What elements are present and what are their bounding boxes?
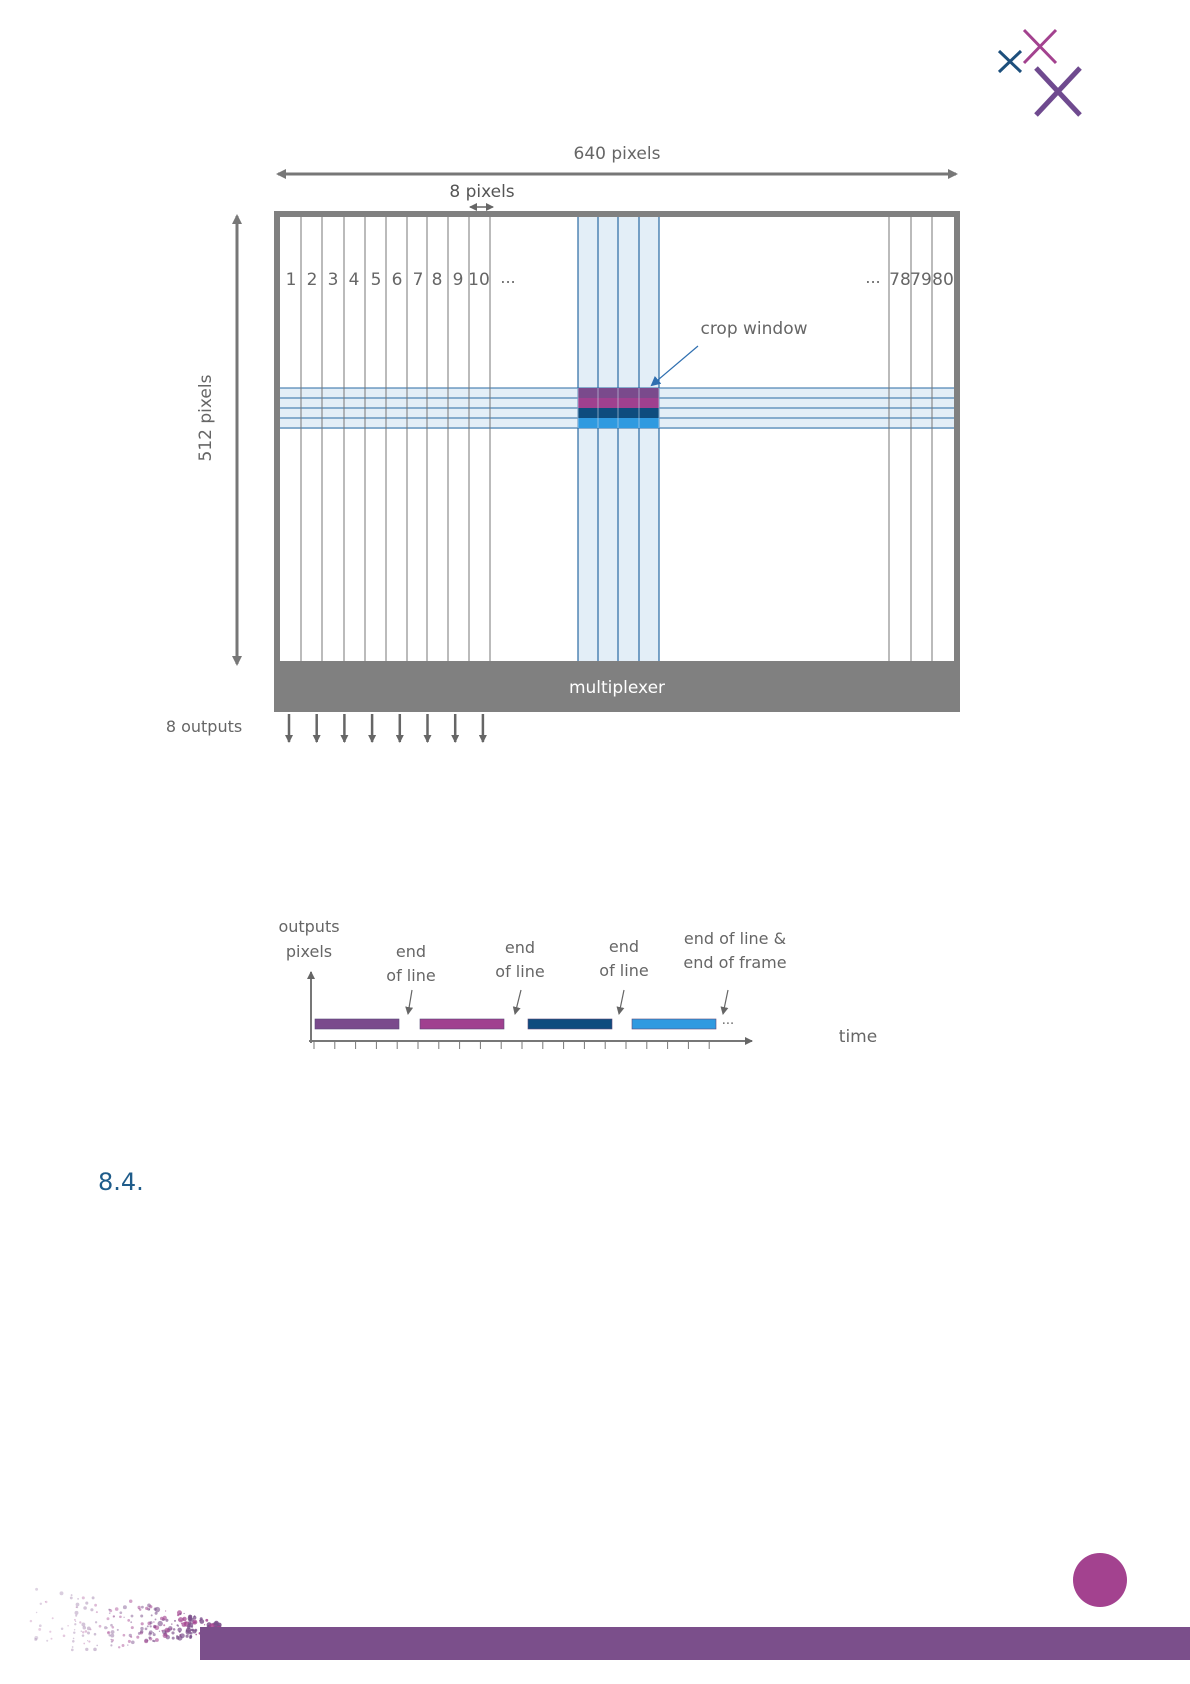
marker-label-line2: of line: [495, 962, 545, 981]
splatter-dot: [90, 1628, 92, 1630]
footer-band: [200, 1627, 1190, 1660]
splatter-dot: [150, 1625, 152, 1627]
column-number-label: 7: [412, 270, 424, 290]
splatter-dot: [147, 1625, 149, 1627]
splatter-dot: [186, 1630, 187, 1631]
multiplexer-block: [274, 662, 960, 712]
splatter-dot: [171, 1623, 172, 1624]
splatter-dot: [90, 1608, 93, 1611]
splatter-dot: [110, 1644, 112, 1646]
x-marks-logo: [999, 30, 1080, 115]
splatter-dot: [178, 1617, 183, 1622]
column-number-label: 1: [285, 270, 297, 290]
column-number-label: 8: [431, 270, 443, 290]
marker-label-line1: end: [395, 942, 427, 961]
marker-label-line2: of line: [599, 961, 649, 980]
splatter-dot: [130, 1621, 132, 1623]
splatter-dot: [60, 1591, 64, 1595]
splatter-dot: [118, 1646, 120, 1648]
outputs-label: 8 outputs: [165, 717, 243, 736]
width-dimension: [278, 144, 956, 174]
splatter-dot: [155, 1618, 157, 1620]
splatter-dot: [123, 1605, 127, 1609]
splatter-dot: [76, 1603, 80, 1607]
splatter-dot: [141, 1622, 144, 1625]
splatter-dot: [194, 1615, 196, 1617]
splatter-dot: [140, 1614, 143, 1617]
splatter-dot: [141, 1606, 144, 1609]
splatter-dot: [123, 1617, 124, 1618]
section-number: 8.4.: [98, 1168, 144, 1196]
splatter-dot: [149, 1630, 153, 1634]
splatter-dot: [75, 1615, 77, 1617]
splatter-dot: [174, 1620, 176, 1622]
splatter-dot: [82, 1596, 85, 1599]
splatter-dot: [74, 1619, 76, 1621]
splatter-dot: [70, 1596, 73, 1599]
splatter-dot: [130, 1636, 132, 1638]
splatter-dot: [75, 1621, 76, 1622]
splatter-dot: [87, 1640, 88, 1641]
splatter-dot: [88, 1641, 90, 1643]
marker-arrow: [515, 990, 521, 1014]
splatter-dot: [111, 1630, 115, 1634]
splatter-dot: [155, 1607, 160, 1612]
splatter-dot: [38, 1628, 41, 1631]
splatter-dot: [95, 1621, 97, 1623]
splatter-dot: [74, 1623, 76, 1625]
splatter-dot: [119, 1611, 122, 1614]
splatter-dot: [46, 1640, 48, 1642]
splatter-dot: [83, 1626, 87, 1630]
timeline-bar-1: [315, 1019, 399, 1029]
splatter-dot: [94, 1604, 97, 1607]
splatter-dot: [104, 1626, 107, 1629]
splatter-dot: [34, 1636, 38, 1640]
splatter-dot: [63, 1635, 66, 1638]
splatter-dot: [215, 1623, 217, 1625]
splatter-dot: [96, 1611, 98, 1613]
splatter-dot: [109, 1612, 111, 1614]
splatter-dot: [85, 1648, 88, 1651]
splatter-dot: [149, 1609, 151, 1611]
splatter-dot: [131, 1615, 134, 1618]
timeline-bar-2: [420, 1019, 504, 1029]
splatter-dot: [73, 1631, 75, 1633]
splatter-dot: [163, 1633, 168, 1638]
marker-label-line1: end: [608, 937, 640, 956]
splatter-dot: [85, 1602, 88, 1605]
splatter-dot: [51, 1638, 53, 1640]
crop-window-row-3: [578, 408, 659, 418]
splatter-dot: [131, 1626, 134, 1629]
splatter-dot: [163, 1624, 165, 1626]
splatter-dot: [159, 1631, 160, 1632]
splatter-dot: [67, 1625, 69, 1627]
splatter-dot: [171, 1631, 174, 1634]
timeline-y-label-line1: outputs: [278, 917, 340, 936]
marker-label-line1: end: [504, 938, 536, 957]
marker-label-line2: of line: [386, 966, 436, 985]
column-number-label: 9: [452, 270, 464, 290]
splatter-dot: [138, 1632, 141, 1635]
timeline-diagram: [278, 917, 877, 1049]
splatter-dot: [35, 1588, 38, 1591]
splatter-dot: [181, 1623, 182, 1624]
splatter-dot: [40, 1603, 42, 1605]
splatter-dot: [158, 1621, 163, 1626]
splatter-dot: [182, 1622, 187, 1627]
splatter-dot: [189, 1618, 193, 1622]
splatter-dot: [119, 1615, 122, 1618]
splatter-dot: [186, 1635, 189, 1638]
splatter-dot: [52, 1617, 54, 1619]
splatter-dot: [71, 1649, 74, 1652]
splatter-dot: [108, 1634, 110, 1636]
splatter-dot: [205, 1619, 208, 1622]
page-circle: [1073, 1553, 1127, 1607]
timeline-y-label-line2: pixels: [285, 942, 333, 961]
multiplexer-label: multiplexer: [568, 678, 666, 698]
output-arrows: [289, 714, 483, 742]
splatter-dot: [75, 1611, 79, 1615]
splatter-dot: [96, 1645, 98, 1647]
splatter-dot: [93, 1648, 97, 1652]
splatter-dot: [71, 1594, 73, 1596]
splatter-dot: [107, 1617, 110, 1620]
marker-arrow: [619, 990, 624, 1014]
timeline-x-label: time: [838, 1027, 878, 1047]
splatter-dot: [199, 1619, 204, 1624]
splatter-dot: [136, 1636, 139, 1639]
column-number-label: 4: [348, 270, 360, 290]
splatter-dot: [122, 1644, 125, 1647]
splatter-dot: [30, 1620, 32, 1622]
splatter-dot: [123, 1634, 126, 1637]
splatter-dot: [149, 1621, 152, 1624]
splatter-dot: [61, 1628, 64, 1631]
column-width-label: 8 pixels: [449, 182, 515, 202]
splatter-dot: [145, 1607, 148, 1610]
splatter-dot: [81, 1623, 85, 1627]
splatter-dot: [72, 1640, 75, 1643]
splatter-dot: [191, 1626, 193, 1628]
splatter-decoration: [30, 1588, 222, 1651]
splatter-dot: [140, 1627, 143, 1630]
splatter-dot: [149, 1605, 152, 1608]
splatter-dot: [76, 1606, 78, 1608]
splatter-dot: [176, 1624, 178, 1626]
splatter-dot: [183, 1613, 184, 1614]
crop-window-row-2: [578, 398, 659, 408]
splatter-dot: [113, 1616, 115, 1618]
crop-window-label: crop window: [700, 319, 808, 339]
splatter-dot: [109, 1609, 112, 1612]
timeline-bar-3: [528, 1019, 612, 1029]
width-label: 640 pixels: [573, 144, 661, 164]
splatter-dot: [115, 1607, 119, 1611]
splatter-dot: [139, 1609, 141, 1611]
splatter-dot: [151, 1614, 153, 1616]
column-number-label: 79: [910, 270, 932, 290]
splatter-dot: [129, 1599, 132, 1602]
column-number-label: 78: [889, 270, 911, 290]
crop-window-row-4: [578, 418, 659, 428]
splatter-dot: [173, 1628, 176, 1631]
column-number-label: 10: [468, 270, 490, 290]
splatter-dot: [155, 1638, 159, 1642]
splatter-dot: [177, 1610, 182, 1615]
splatter-dot: [165, 1610, 166, 1611]
splatter-dot: [131, 1640, 135, 1644]
splatter-dot: [87, 1632, 90, 1635]
column-number-label: 80: [932, 270, 954, 290]
splatter-dot: [110, 1634, 114, 1638]
splatter-dot: [36, 1612, 37, 1613]
splatter-dot: [154, 1625, 159, 1630]
column-width-dimension: [449, 182, 514, 207]
splatter-dot: [172, 1637, 175, 1640]
splatter-dot: [85, 1630, 88, 1633]
splatter-dot: [160, 1617, 164, 1621]
splatter-dot: [127, 1619, 130, 1622]
splatter-dot: [153, 1621, 155, 1623]
splatter-dot: [111, 1626, 114, 1629]
splatter-dot: [152, 1640, 154, 1642]
splatter-dot: [82, 1634, 85, 1637]
splatter-dot: [165, 1631, 167, 1633]
splatter-dot: [107, 1627, 108, 1628]
splatter-dot: [99, 1625, 102, 1628]
splatter-dot: [92, 1596, 95, 1599]
splatter-dot: [179, 1613, 181, 1615]
splatter-dot: [165, 1619, 168, 1622]
splatter-dot: [148, 1636, 151, 1639]
splatter-dot: [190, 1632, 193, 1635]
column-number-label: 6: [391, 270, 403, 290]
splatter-dot: [83, 1606, 87, 1610]
splatter-dot: [39, 1624, 42, 1627]
column-number-label: 3: [327, 270, 339, 290]
crop-window-row-1: [578, 388, 659, 398]
splatter-dot: [83, 1643, 85, 1645]
splatter-dot: [204, 1624, 205, 1625]
timeline-ellipsis: ...: [721, 1013, 735, 1028]
splatter-dot: [77, 1598, 79, 1600]
splatter-dot: [189, 1635, 192, 1638]
splatter-dot: [190, 1629, 192, 1631]
splatter-dot: [72, 1646, 74, 1648]
timeline-bar-4: [632, 1019, 716, 1029]
splatter-dot: [111, 1639, 114, 1642]
marker-arrow: [408, 990, 412, 1014]
splatter-dot: [177, 1636, 182, 1641]
splatter-dot: [82, 1631, 84, 1633]
splatter-dot: [145, 1628, 148, 1631]
column-number-label: 5: [370, 270, 382, 290]
splatter-dot: [49, 1631, 51, 1633]
splatter-dot: [153, 1633, 156, 1636]
splatter-dot: [107, 1631, 109, 1633]
left-ellipsis: ...: [500, 268, 516, 287]
column-number-label: 2: [306, 270, 318, 290]
splatter-dot: [128, 1640, 131, 1643]
splatter-dot: [117, 1629, 119, 1631]
splatter-dot: [74, 1629, 75, 1630]
right-ellipsis: ...: [865, 268, 881, 287]
marker-arrow: [723, 990, 728, 1014]
splatter-dot: [127, 1644, 128, 1645]
splatter-dot: [195, 1634, 197, 1636]
height-dimension: [196, 216, 237, 664]
footer-decoration: [30, 1553, 1190, 1660]
splatter-dot: [73, 1638, 75, 1640]
splatter-dot: [81, 1631, 82, 1632]
splatter-dot: [192, 1629, 196, 1633]
splatter-dot: [94, 1633, 97, 1636]
splatter-dot: [144, 1639, 148, 1643]
marker-label-line2: end of frame: [683, 953, 787, 972]
splatter-dot: [177, 1628, 181, 1632]
splatter-dot: [45, 1601, 46, 1602]
height-label: 512 pixels: [196, 374, 216, 462]
splatter-dot: [79, 1621, 81, 1623]
splatter-dot: [153, 1632, 154, 1633]
splatter-dot: [171, 1628, 173, 1630]
marker-label-line1: end of line &: [683, 929, 787, 948]
